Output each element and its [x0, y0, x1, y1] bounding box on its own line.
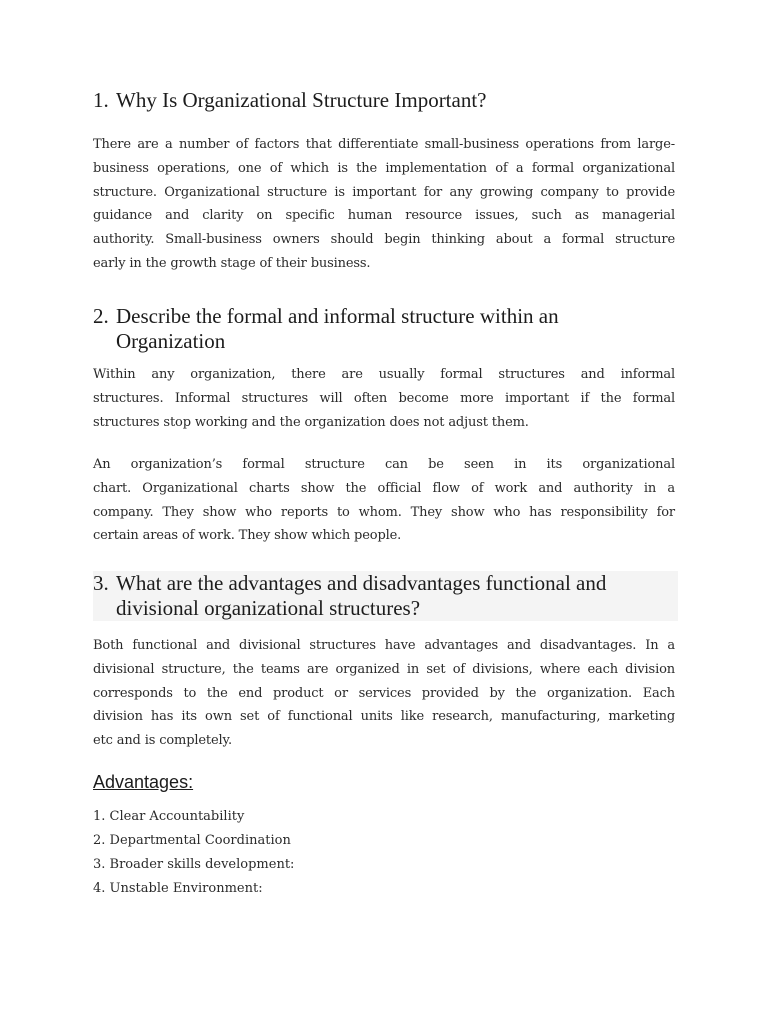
- section-title: Why Is Organizational Structure Important?: [116, 88, 487, 112]
- section-2-paragraph-1: [93, 363, 675, 434]
- section-number: 3.: [93, 571, 109, 595]
- section-title-line-1: What are the advantages and disadvantages functional and: [116, 571, 607, 595]
- paragraph-line: guidance and clarity on specific human resource issues, such as managerial: [93, 208, 675, 224]
- section-2-heading: [93, 304, 678, 354]
- section-title-line-1: Describe the formal and informal structure within an: [116, 304, 559, 328]
- paragraph-line: An organization’s formal structure can be seen in its organizational: [93, 457, 675, 472]
- section-title-line-2: divisional organizational structures?: [116, 596, 421, 620]
- advantages-heading: Advantages:: [93, 772, 194, 792]
- list-item: 2. Departmental Coordination: [93, 833, 291, 848]
- paragraph-line: Within any organization, there are usually formal structures and informal: [93, 367, 675, 382]
- paragraph-line: structures. Informal structures will often become more important if the formal: [93, 390, 675, 406]
- paragraph-line: authority. Small-business owners should begin thinking about a formal structure: [93, 232, 675, 248]
- paragraph-line: corresponds to the end product or services provided by the organization. Each: [93, 685, 675, 701]
- paragraph-line: divisional structure, the teams are organized in set of divisions, where each division: [93, 661, 675, 677]
- paragraph-line: company. They show who reports to whom. They show who has responsibility for: [93, 504, 675, 520]
- paragraph-line: structure. Organizational structure is important for any growing company to provide: [93, 184, 675, 200]
- section-1-heading: [93, 88, 678, 113]
- advantages-list: [93, 805, 493, 901]
- paragraph-line: structures stop working and the organization does not adjust them.: [93, 414, 529, 430]
- section-1-paragraph: [93, 133, 675, 276]
- section-3-paragraph: [93, 634, 675, 753]
- list-item: 3. Broader skills development:: [93, 857, 295, 872]
- paragraph-line: There are a number of factors that differentiate small-business operations from large-: [93, 137, 675, 152]
- section-title-line-2: Organization: [116, 329, 226, 353]
- paragraph-line: certain areas of work. They show which people.: [93, 528, 402, 544]
- paragraph-line: business operations, one of which is the implementation of a formal organizational: [93, 160, 675, 176]
- paragraph-line: etc and is completely.: [93, 733, 233, 749]
- paragraph-line: chart. Organizational charts show the official flow of work and authority in a: [93, 480, 675, 496]
- paragraph-line: Both functional and divisional structures have advantages and disadvantages. In a: [93, 638, 675, 653]
- section-3-heading: [93, 571, 678, 621]
- list-item: 4. Unstable Environment:: [93, 881, 263, 896]
- paragraph-line: early in the growth stage of their business.: [93, 255, 371, 271]
- section-number: 2.: [93, 304, 109, 328]
- section-number: 1.: [93, 88, 109, 112]
- section-2-paragraph-2: [93, 453, 675, 548]
- list-item: 1. Clear Accountability: [93, 809, 245, 824]
- paragraph-line: division has its own set of functional units like research, manufacturing, marketing: [93, 709, 675, 725]
